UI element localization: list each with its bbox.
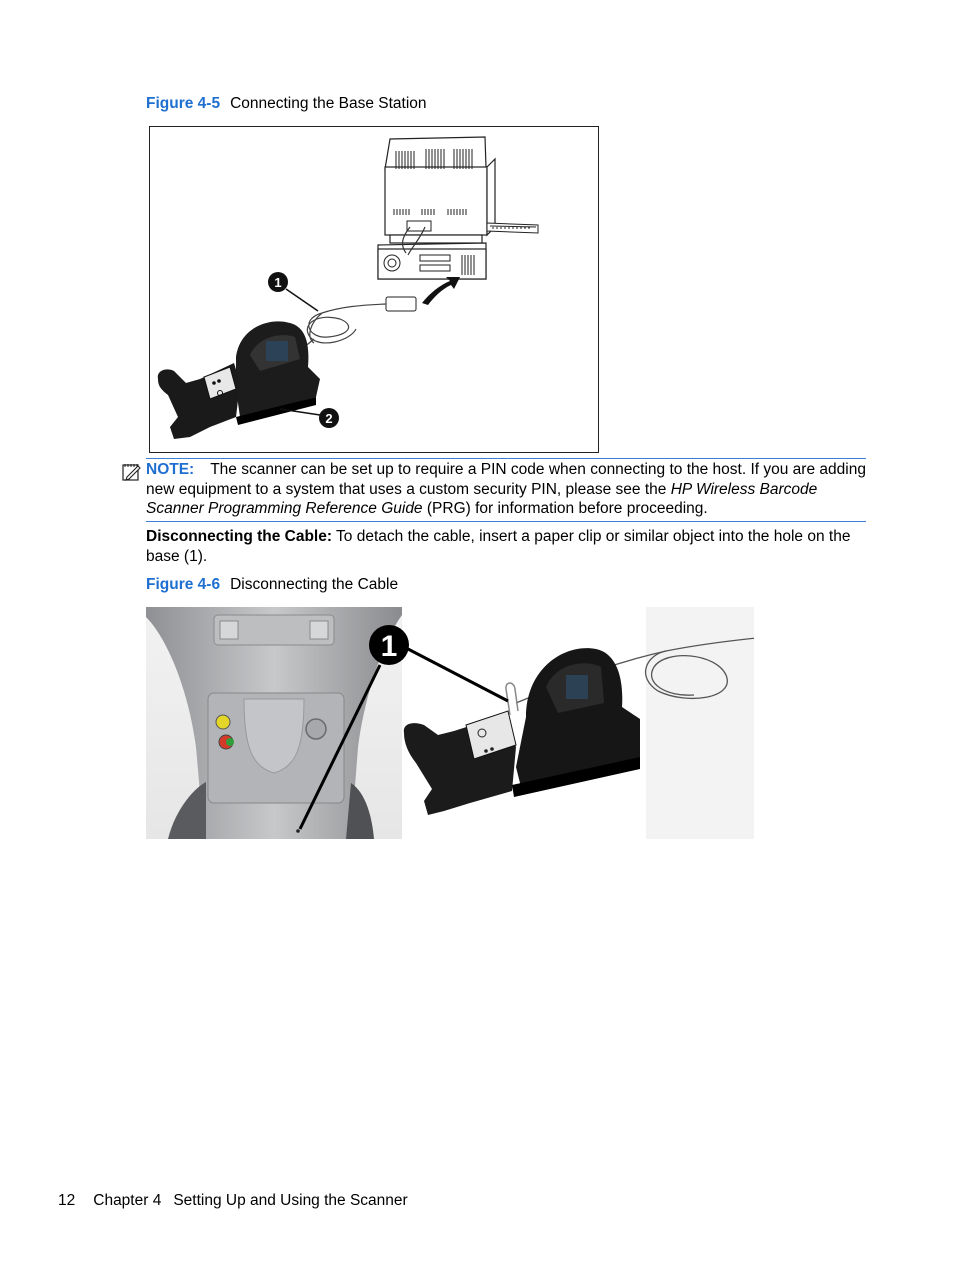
note-text-end: (PRG) for information before proceeding. bbox=[422, 500, 708, 517]
disconnect-heading: Disconnecting the Cable: bbox=[146, 528, 333, 545]
status-led-green bbox=[226, 738, 234, 746]
indicator-dot bbox=[484, 749, 488, 753]
disconnect-text: To detach the cable, insert a paper clip or similar object into the hole on the base (1). bbox=[146, 528, 851, 565]
port-block bbox=[407, 221, 431, 231]
product-background-shade bbox=[646, 607, 754, 839]
chapter-title: Setting Up and Using the Scanner bbox=[173, 1192, 408, 1209]
keyboard-drawing bbox=[487, 223, 538, 233]
note-block bbox=[146, 458, 866, 522]
note-icon bbox=[121, 460, 143, 482]
fan-icon bbox=[384, 255, 400, 271]
figure-label: Figure 4-5 bbox=[146, 95, 221, 112]
callout-1-line bbox=[286, 289, 318, 311]
figure-4-6-caption bbox=[146, 576, 398, 594]
page-number: 12 bbox=[58, 1192, 76, 1209]
disconnect-paragraph bbox=[146, 527, 866, 566]
figure-label: Figure 4-6 bbox=[146, 576, 221, 593]
release-hole bbox=[296, 829, 300, 833]
callout-2-number: 2 bbox=[325, 411, 333, 426]
callout-1-number: 1 bbox=[274, 275, 282, 290]
figure-title: Connecting the Base Station bbox=[230, 95, 427, 112]
base-station-drawing bbox=[158, 321, 320, 439]
cradle-window bbox=[566, 675, 588, 699]
figure-4-6-photo bbox=[146, 607, 754, 839]
power-led-icon bbox=[216, 715, 230, 729]
note-guide-title: HP Wireless Barcode Scanner Programming Reference Guide bbox=[146, 480, 818, 517]
base-station-diagram bbox=[150, 127, 597, 451]
note-label: NOTE: bbox=[146, 461, 195, 478]
page-footer bbox=[58, 1192, 408, 1210]
figure-4-5-caption bbox=[146, 95, 427, 113]
connect-arrow-icon bbox=[422, 277, 460, 305]
disconnect-cable-photo bbox=[146, 607, 754, 839]
page-button-icon bbox=[306, 719, 326, 739]
drive-bay bbox=[420, 265, 450, 271]
indicator-dot bbox=[490, 747, 494, 751]
figure-4-5-illustration bbox=[149, 126, 599, 453]
usb-plug bbox=[386, 297, 416, 311]
latch bbox=[310, 621, 328, 639]
note-text: The scanner can be set up to require a PIN code when connecting to the host. If you are adding new equipment to a system that uses a custom security PIN, please see the bbox=[146, 461, 866, 498]
drive-bay bbox=[420, 255, 450, 261]
latch bbox=[220, 621, 238, 639]
coiled-cable bbox=[307, 304, 386, 343]
callout-1-number: 1 bbox=[380, 630, 398, 663]
figure-title: Disconnecting the Cable bbox=[230, 576, 399, 593]
chapter-label: Chapter 4 bbox=[93, 1192, 162, 1209]
